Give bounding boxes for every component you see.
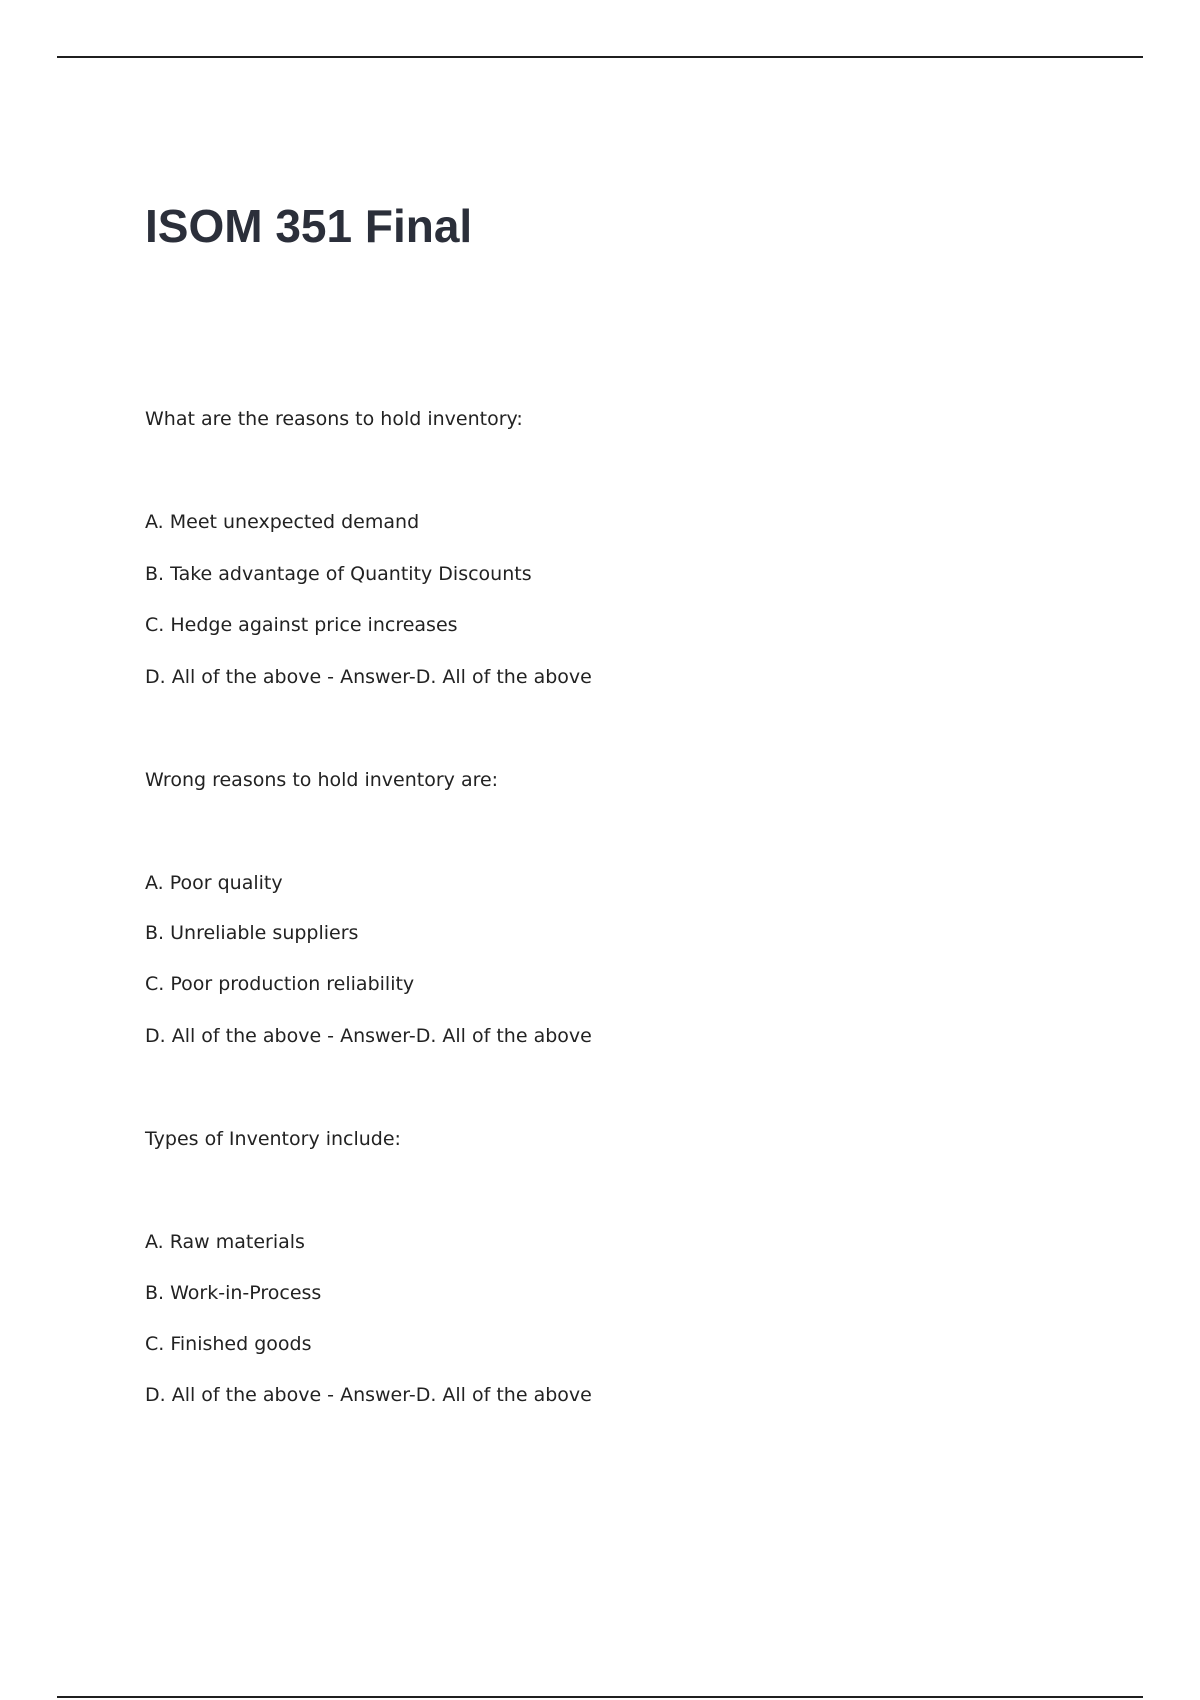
question-2-option-c: C. Poor production reliability bbox=[145, 973, 415, 995]
question-3-prompt: Types of Inventory include: bbox=[145, 1128, 401, 1150]
document-title: ISOM 351 Final bbox=[145, 200, 473, 252]
footer-rule bbox=[57, 1696, 1143, 1698]
header-rule bbox=[57, 56, 1143, 58]
question-2-option-d: D. All of the above - Answer-D. All of the above bbox=[145, 1025, 592, 1047]
question-3-option-d: D. All of the above - Answer-D. All of the above bbox=[145, 1384, 592, 1406]
question-3-option-b: B. Work-in-Process bbox=[145, 1282, 322, 1304]
question-1-prompt: What are the reasons to hold inventory: bbox=[145, 408, 523, 430]
question-2-option-b: B. Unreliable suppliers bbox=[145, 922, 359, 944]
question-2-prompt: Wrong reasons to hold inventory are: bbox=[145, 769, 499, 791]
question-3-option-c: C. Finished goods bbox=[145, 1333, 312, 1355]
question-1-option-a: A. Meet unexpected demand bbox=[145, 511, 420, 533]
question-2-option-a: A. Poor quality bbox=[145, 872, 283, 894]
question-1-option-c: C. Hedge against price increases bbox=[145, 614, 458, 636]
question-1-option-b: B. Take advantage of Quantity Discounts bbox=[145, 563, 532, 585]
question-1-option-d: D. All of the above - Answer-D. All of the above bbox=[145, 666, 592, 688]
question-3-option-a: A. Raw materials bbox=[145, 1231, 305, 1253]
